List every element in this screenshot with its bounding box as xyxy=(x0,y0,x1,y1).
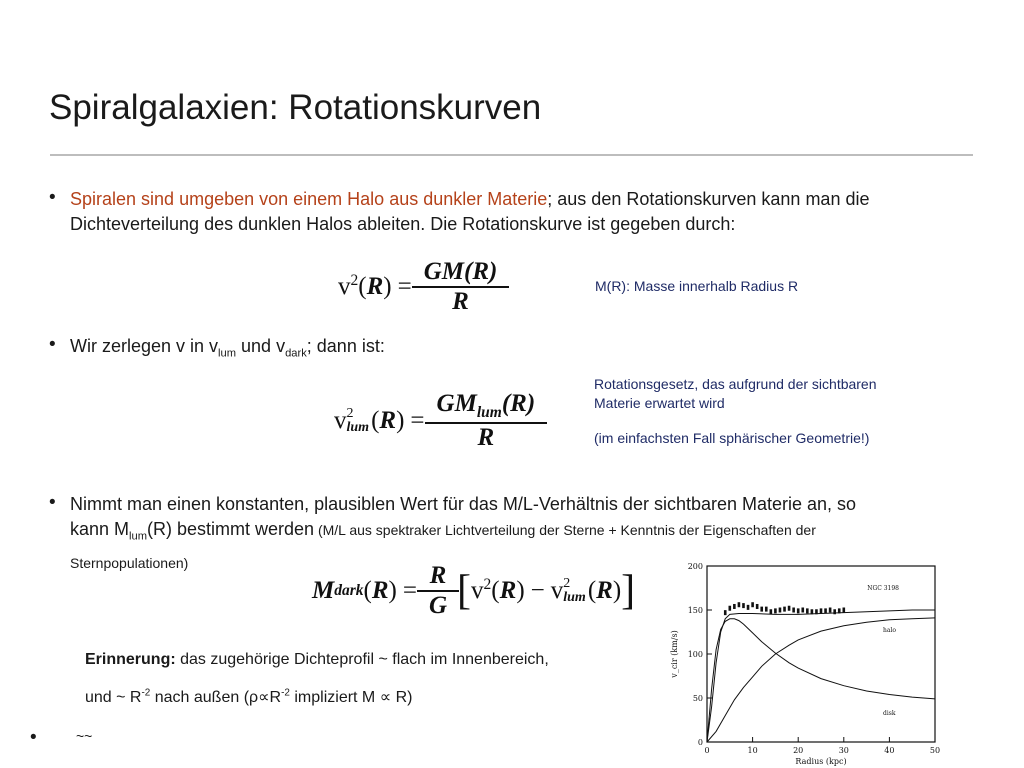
observed-point xyxy=(811,609,814,614)
note-spherical-geometry: (im einfachsten Fall sphärischer Geometrie!) xyxy=(594,430,870,446)
chart-title: NGC 3198 xyxy=(867,585,899,592)
y-axis-label: v_cir (km/s) xyxy=(670,630,679,678)
observed-point xyxy=(770,609,773,614)
observed-point xyxy=(774,608,777,613)
series-line-disk xyxy=(707,619,935,742)
observed-point xyxy=(801,608,804,613)
observed-point xyxy=(760,607,763,612)
x-tick-label: 30 xyxy=(838,746,849,755)
observed-point xyxy=(788,606,791,611)
note-rotation-law: Rotationsgesetz, das aufgrund der sichtbaren Materie erwartet wird xyxy=(594,376,877,411)
x-tick-label: 40 xyxy=(884,746,895,755)
observed-point xyxy=(806,608,809,613)
bullet-marker: • xyxy=(49,492,56,513)
bullet-1-rest: ; aus den Rotationskurven kann man die xyxy=(547,189,870,209)
x-axis-label: Radius (kpc) xyxy=(795,757,847,766)
slide-title: Spiralgalaxien: Rotationskurven xyxy=(49,88,542,127)
observed-point xyxy=(738,602,741,607)
equation-dark-mass: M dark ( R ) = $\frac{R}{G}$ [ v $^2$ ( R ) − v 2 lum ( R ) ] xyxy=(312,562,636,619)
observed-point xyxy=(724,610,727,615)
observed-point xyxy=(751,602,754,607)
y-tick-label: 150 xyxy=(687,606,703,615)
y-tick-label: 50 xyxy=(692,694,703,703)
observed-point xyxy=(792,608,795,613)
bullet-1-line2: Dichteverteilung des dunklen Halos ableiten. Die Rotationskurve ist gegeben durch: xyxy=(70,214,736,234)
observed-point xyxy=(797,608,800,613)
x-tick-label: 50 xyxy=(929,746,941,755)
observed-point xyxy=(756,604,759,609)
reminder-line-1: Erinnerung: das zugehörige Dichteprofil ~ flach im Innenbereich, xyxy=(85,651,549,668)
series-line-total xyxy=(707,610,935,742)
bullet-marker: • xyxy=(30,727,37,748)
bullet-1-highlight: Spiralen sind umgeben von einem Halo aus dunkler Materie xyxy=(70,189,548,209)
bullet-2-text: Wir zerlegen v in $v_{lum}$ und $v_{dark}$; dann ist: xyxy=(70,336,385,360)
observed-point xyxy=(829,608,832,613)
observed-point xyxy=(742,603,745,608)
equation-rotation-curve: v $^2$ ( R ) = $\frac{GM(R)}{R}$ xyxy=(338,258,503,316)
observed-point xyxy=(733,604,736,609)
observed-point xyxy=(824,608,827,613)
observed-point xyxy=(729,606,732,611)
bullet-marker: • xyxy=(49,334,56,355)
series-label-disk: disk xyxy=(883,709,896,717)
x-tick-label: 20 xyxy=(793,746,804,755)
observed-point xyxy=(838,608,841,613)
observed-point xyxy=(820,608,823,613)
bullet-marker: • xyxy=(49,187,56,208)
bullet-3-text: Nimmt man einen konstanten, plausiblen Wert für das M/L-Verhältnis der sichtbaren Materie an, so kann $M_{lum}(R)$ bestimmt werden (M/L aus spektraker Lichtverteilung der Sterne + Kenntnis der Eigenschaften der Sternpopulationen) xyxy=(70,494,857,571)
bullet-4-text: ~~ xyxy=(76,728,93,744)
x-tick-label: 10 xyxy=(747,746,758,755)
x-tick-label: 0 xyxy=(704,746,710,755)
rotation-curve-chart xyxy=(663,556,953,768)
observed-point xyxy=(747,605,750,610)
bullet-1-text xyxy=(70,187,1000,237)
reminder-line-2: und ~ $R^{-2}$ nach außen ($\rho\propto R^{-2}$ impliziert M ∝ R) xyxy=(85,687,413,706)
y-tick-label: 100 xyxy=(687,650,703,659)
observed-point xyxy=(843,608,846,613)
y-tick-label: 200 xyxy=(687,562,703,571)
title-divider xyxy=(50,154,973,156)
series-label-halo: halo xyxy=(883,626,896,634)
note-mass-within-radius: M(R): Masse innerhalb Radius R xyxy=(595,278,799,294)
series-line-halo xyxy=(707,618,935,742)
plot-frame xyxy=(707,566,935,742)
observed-point xyxy=(779,608,782,613)
y-tick-label: 0 xyxy=(697,738,703,747)
observed-point xyxy=(783,607,786,612)
observed-point xyxy=(833,609,836,614)
observed-point xyxy=(815,609,818,614)
equation-luminous-rotation: v 2 lum ( R ) = $\frac{GM_{lum}(R)}{R}$ xyxy=(334,390,541,452)
observed-point xyxy=(765,607,768,612)
